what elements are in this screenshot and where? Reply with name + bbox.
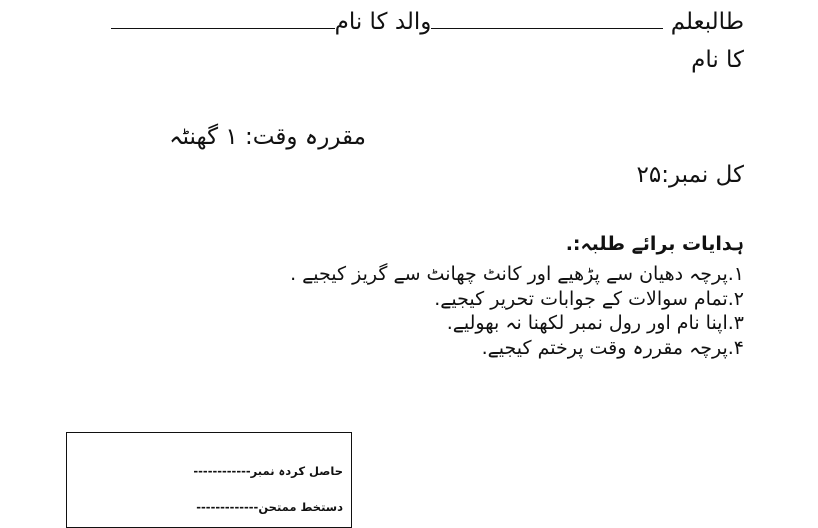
instructions-list bbox=[290, 262, 744, 360]
father-name-label: والد کا نام bbox=[334, 9, 432, 35]
instructions-heading: ہدایات برائے طلبہ:. bbox=[565, 233, 744, 255]
instruction-item: ۲.تمام سوالات کے جوابات تحریر کیجیے. bbox=[434, 287, 744, 310]
instruction-item: ۳.اپنا نام اور رول نمبر لکھنا نہ بھولیے. bbox=[446, 312, 744, 334]
name-suffix: کا نام bbox=[691, 47, 744, 73]
time-allowed: مقررہ وقت: ۱ گھنٹہ bbox=[169, 124, 366, 150]
student-name-blank-2 bbox=[431, 8, 551, 29]
instruction-item: ۱.پرچہ دھیان سے پڑھیے اور کانٹ چھانٹ سے گریز کیجیے . bbox=[290, 263, 744, 285]
marks-obtained-line: حاصل کردہ نمبر------------ bbox=[193, 464, 343, 478]
instruction-item: ۴.پرچہ مقررہ وقت پرختم کیجیے. bbox=[481, 336, 744, 359]
total-marks: کل نمبر:۲۵ bbox=[636, 162, 744, 188]
student-name-line bbox=[64, 6, 744, 38]
result-box bbox=[66, 432, 352, 528]
student-name-blank bbox=[551, 8, 663, 29]
student-label: طالبعلم bbox=[670, 9, 744, 35]
examiner-signature-line: دستخط ممتحن------------- bbox=[196, 500, 343, 514]
father-name-blank bbox=[111, 8, 335, 29]
